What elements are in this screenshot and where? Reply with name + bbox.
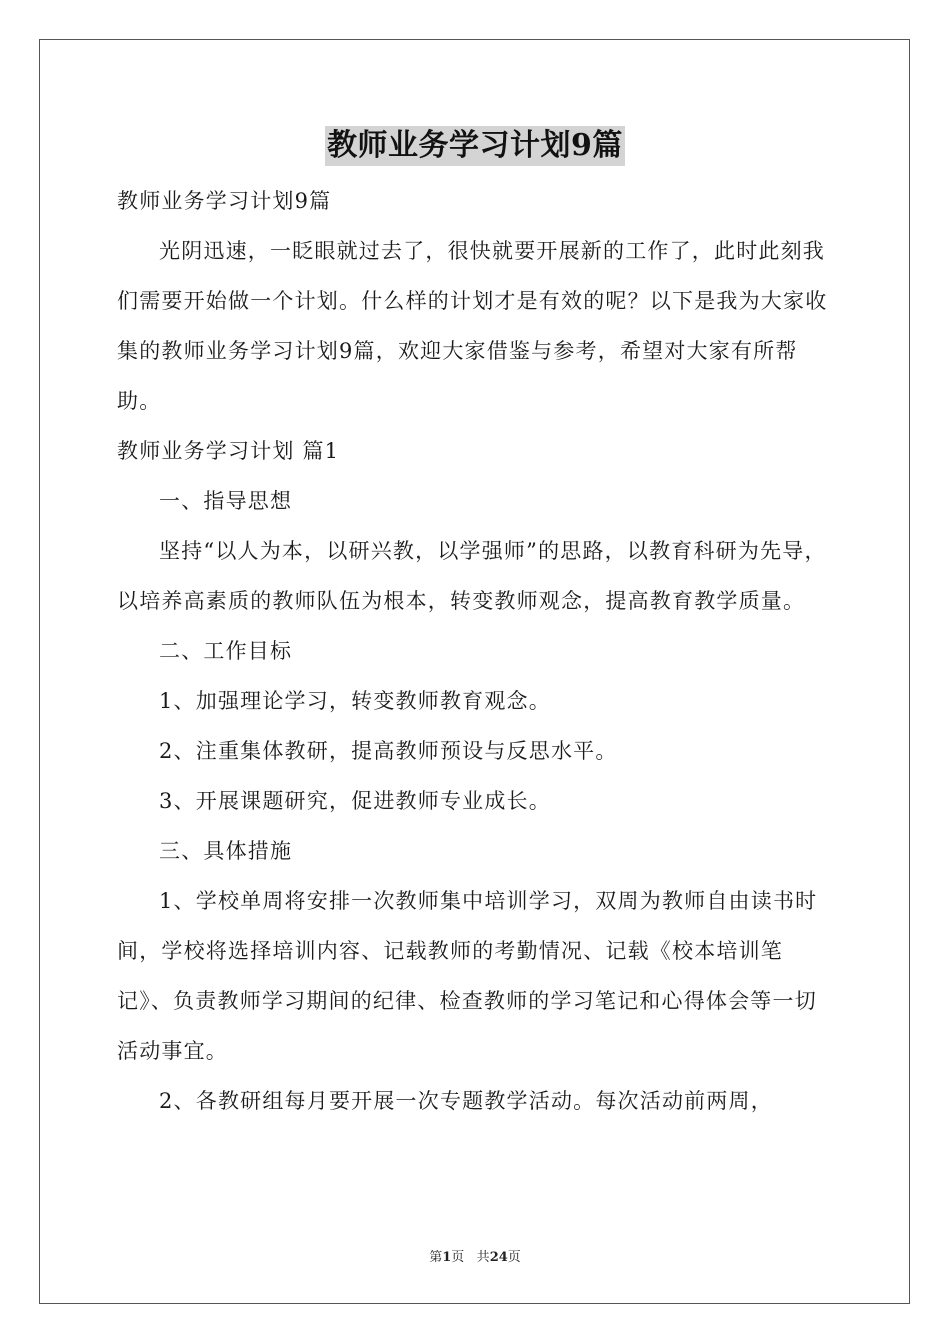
goals-heading: 二、工作目标	[159, 639, 293, 663]
goal-item-3: 3、开展课题研究，促进教师专业成长。	[159, 789, 551, 813]
document-body	[117, 176, 833, 1126]
intro-paragraph: 光阴迅速，一眨眼就过去了，很快就要开展新的工作了，此时此刻我们需要开始做一个计划。什么样的计划才是有效的呢？以下是我为大家收集的教师业务学习计划9篇，欢迎大家借鉴与参考，希望对大家有所帮助。	[117, 239, 828, 413]
document-subtitle: 教师业务学习计划9篇	[117, 189, 332, 213]
total-pages: 24	[489, 1250, 508, 1265]
title-container	[0, 126, 950, 166]
page-number: 1	[442, 1250, 452, 1265]
section-heading: 教师业务学习计划 篇1	[117, 439, 340, 463]
total-suffix: 页	[507, 1250, 521, 1265]
guide-heading: 一、指导思想	[159, 489, 293, 513]
measures-heading: 三、具体措施	[159, 839, 293, 863]
guide-paragraph: 坚持“以人为本，以研兴教，以学强师”的思路，以教育科研为先导，以培养高素质的教师队伍为根本，转变教师观念，提高教育教学质量。	[117, 539, 827, 613]
total-prefix: 共	[476, 1250, 490, 1265]
goal-item-1: 1、加强理论学习，转变教师教育观念。	[159, 689, 551, 713]
page-suffix: 页	[451, 1250, 465, 1265]
page-prefix: 第	[429, 1250, 443, 1265]
page-footer	[0, 1246, 950, 1265]
measure-item-2: 2、各教研组每月要开展一次专题教学活动。每次活动前两周，	[159, 1089, 773, 1113]
document-title: 教师业务学习计划9篇	[325, 126, 625, 166]
goal-item-2: 2、注重集体教研，提高教师预设与反思水平。	[159, 739, 618, 763]
measure-item-1: 1、学校单周将安排一次教师集中培训学习，双周为教师自由读书时间，学校将选择培训内容、记载教师的考勤情况、记载《校本培训笔记》、负责教师学习期间的纪律、检查教师的学习笔记和心得体会等一切活动事宜。	[117, 889, 818, 1063]
